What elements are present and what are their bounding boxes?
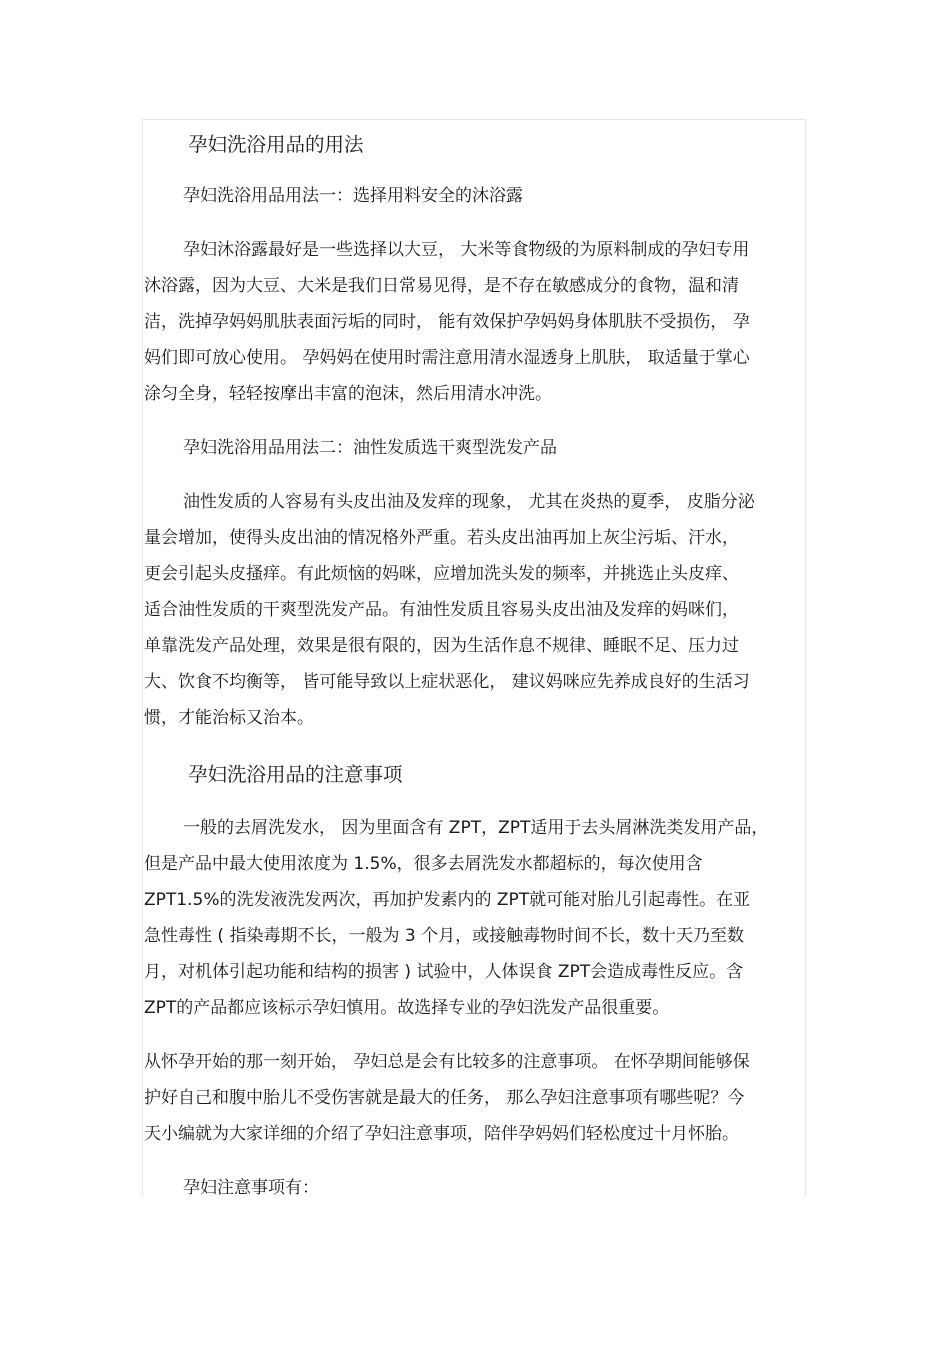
- paragraph-3-line: 但是产品中最大使用浓度为 1.5%，很多去屑洗发水都超标的，每次使用含: [144, 854, 703, 874]
- paragraph-2-line: 适合油性发质的干爽型洗发产品。有油性发质且容易头皮出油及发痒的妈咪们，: [144, 600, 739, 620]
- section-subtitle-3: 孕妇注意事项有：: [183, 1178, 319, 1198]
- paragraph-2-line: 大、饮食不均衡等， 皆可能导致以上症状恶化， 建议妈咪应先养成良好的生活习: [144, 672, 750, 692]
- paragraph-4-line: 护好自己和腹中胎儿不受伤害就是最大的任务， 那么孕妇注意事项有哪些呢？今: [144, 1088, 745, 1108]
- paragraph-1-line: 妈们即可放心使用。 孕妈妈在使用时需注意用清水湿透身上肌肤， 取适量于掌心: [144, 348, 750, 368]
- paragraph-3-line: 月，对机体引起功能和结构的损害 ) 试验中，人体误食 ZPT会造成毒性反应。含: [144, 962, 744, 982]
- page-title: 孕妇洗浴用品的用法: [188, 133, 364, 156]
- paragraph-1-line: 涂匀全身，轻轻按摩出丰富的泡沫，然后用清水冲洗。: [144, 384, 552, 404]
- paragraph-1-line: 洁，洗掉孕妈妈肌肤表面污垢的同时， 能有效保护孕妈妈身体肌肤不受损伤， 孕: [144, 312, 750, 332]
- paragraph-1-line: 沐浴露，因为大豆、大米是我们日常易见得，是不存在敏感成分的食物，温和清: [144, 276, 739, 296]
- paragraph-2-line: 更会引起头皮搔痒。有此烦恼的妈咪，应增加洗头发的频率，并挑选止头皮痒、: [144, 564, 739, 584]
- paragraph-3-line: ZPT1.5%的洗发液洗发两次，再加护发素内的 ZPT就可能对胎儿引起毒性。在亚: [144, 890, 751, 910]
- section-title-2: 孕妇洗浴用品的注意事项: [188, 763, 403, 786]
- paragraph-2-line: 量会增加，使得头皮出油的情况格外严重。若头皮出油再加上灰尘污垢、汗水，: [144, 528, 739, 548]
- paragraph-4-line: 从怀孕开始的那一刻开始， 孕妇总是会有比较多的注意事项。 在怀孕期间能够保: [144, 1052, 750, 1072]
- section-subtitle-1: 孕妇洗浴用品用法一：选择用料安全的沐浴露: [183, 186, 523, 206]
- paragraph-2-line: 单靠洗发产品处理，效果是很有限的，因为生活作息不规律、睡眠不足、压力过: [144, 636, 739, 656]
- paragraph-3-line: 一般的去屑洗发水， 因为里面含有 ZPT，ZPT适用于去头屑淋洗类发用产品，: [183, 818, 769, 838]
- paragraph-3-line: 急性毒性 ( 指染毒期不长，一般为 3 个月，或接触毒物时间不长，数十天乃至数: [144, 926, 745, 946]
- paragraph-2-line: 油性发质的人容易有头皮出油及发痒的现象， 尤其在炎热的夏季， 皮脂分泌: [183, 492, 755, 512]
- paragraph-1-line: 孕妇沐浴露最好是一些选择以大豆， 大米等食物级的为原料制成的孕妇专用: [183, 240, 750, 260]
- section-subtitle-2: 孕妇洗浴用品用法二：油性发质选干爽型洗发产品: [183, 438, 557, 458]
- paragraph-3-line: ZPT的产品都应该标示孕妇慎用。故选择专业的孕妇洗发产品很重要。: [144, 998, 670, 1018]
- paragraph-4-line: 天小编就为大家详细的介绍了孕妇注意事项，陪伴孕妈妈们轻松度过十月怀胎。: [144, 1124, 739, 1144]
- paragraph-2-line: 惯，才能治标又治本。: [144, 708, 314, 728]
